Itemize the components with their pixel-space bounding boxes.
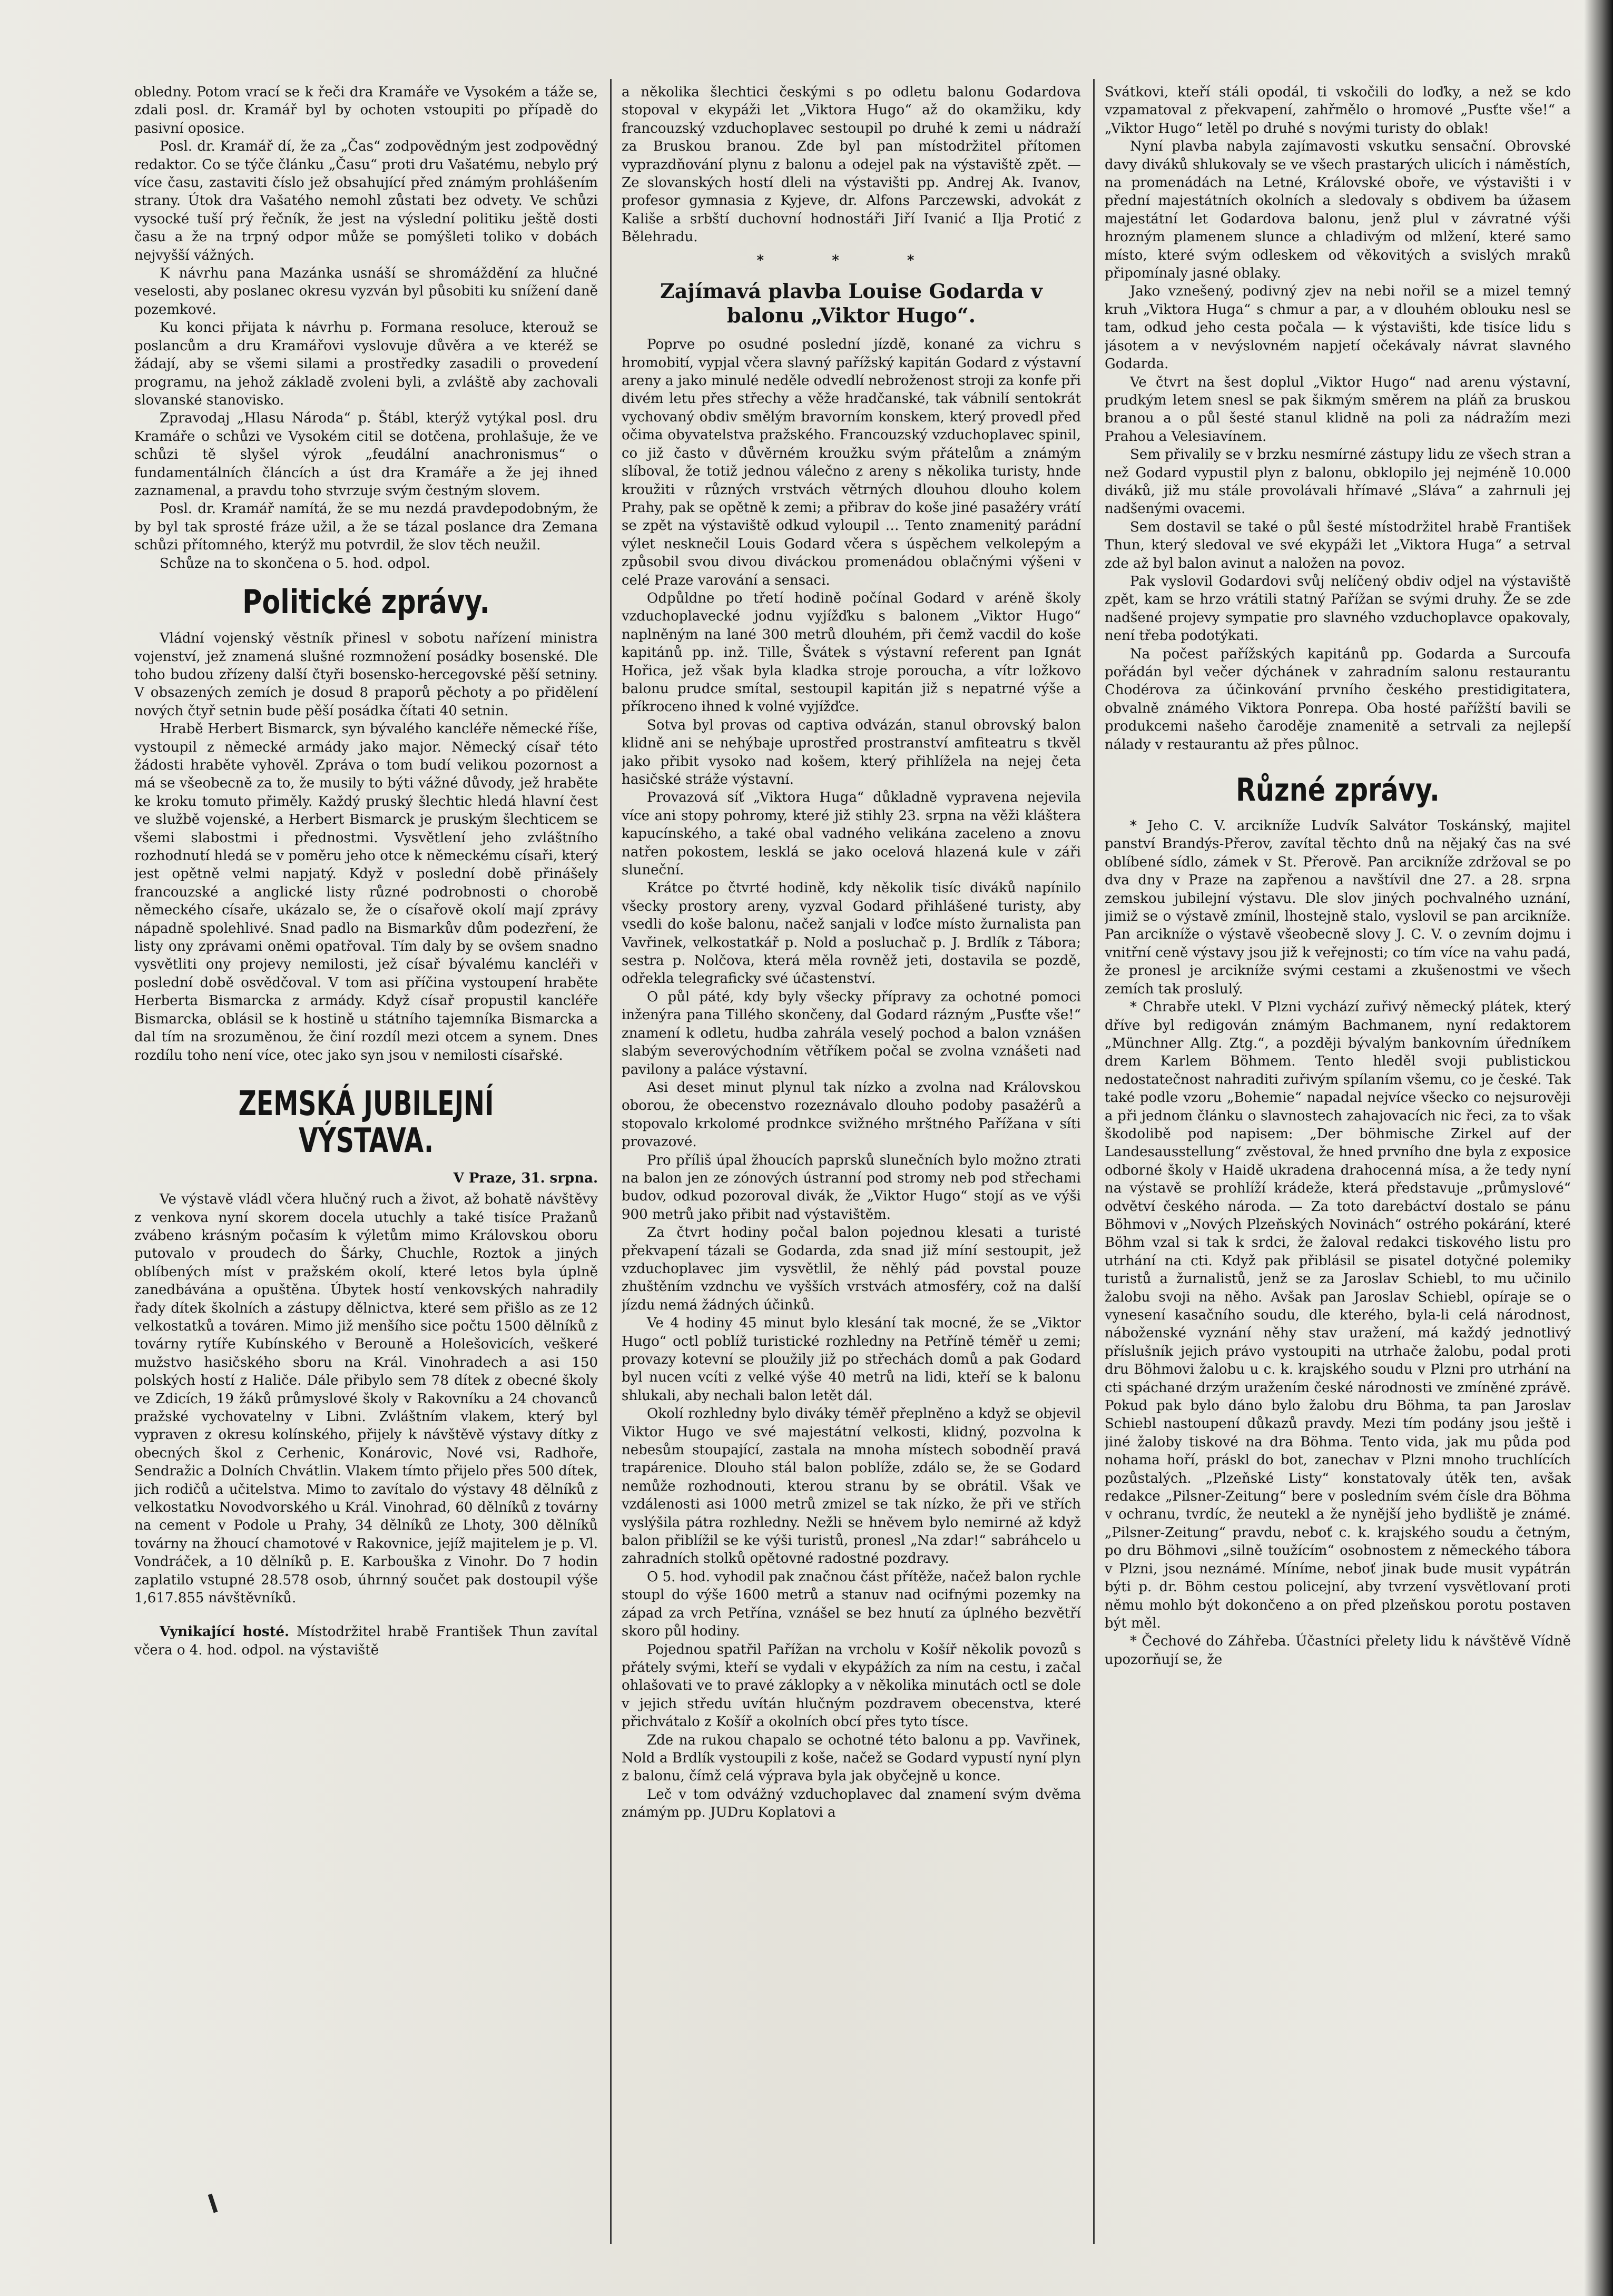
scan-edge-shadow [1584, 0, 1613, 2296]
paragraph: Hrabě Herbert Bismarck, syn bývalého kancléře německé říše, vystoupil z německé armády jako major. Německý císař této žádosti hraběte vyhověl. Zpráva o tom budí velikou pozornost a má se všeobecně za to, že musily to býti vážné důvody, jež hraběte ke kroku tomuto přiměly. Každý pruský šlechtic hledá hlavní čest ve službě vojenské, a Herbert Bismarck je pruským šlechticem se všemi slabostmi i přednostmi. Vysvětlení jeho zvláštního rozhodnutí hledá se v poměru jeho otce k německému císaři, který jest opětně velmi napjatý. Když v poslední době přinášely francouzské a anglické listy různé podrobnosti o chorobě německého císaře, ukázalo se, že o císařově okolí mají zprávy nápadně spolehlivé. Snad padlo na Bismarkův dům podezření, že listy ony zprávami oněmi opatřoval. Tím daly by se ovšem snadno vysvětliti ony projevy nemilosti, jež císař bývalému kancléři v poslední době osvědčoval. V tom asi příčina vystoupení hraběte Herberta Bismarcka z armády. Když císař propustil kancléře Bismarcka, oblásil se k hostině u státního tajemníka Bismarcka a dal tím na srozuměnou, že činí rozdíl mezi otcem a synem. Dnes rozdílu toho není více, otec jako syn jsou v nemilosti císařské. [134, 721, 598, 1063]
column-rule-right [1093, 79, 1095, 2244]
paragraph: O půl páté, kdy byly všecky přípravy za ochotné pomoci inženýra pana Tillého skončeny, dal Godard rázným „Pusťte vše!“ znamení k odletu, hudba zahrála veselý pochod a balon vznášen slabým severovýchodním větříkem počal se zvolna vznášeti nad pavilony a paláce výstavní. [622, 989, 1081, 1078]
paragraph: Ve čtvrt na šest doplul „Viktor Hugo“ nad arenu výstavní, prudkým letem snesl se pak šikmým směrem na pláň za bruskou branou a o půl šesté stanul klidně na poli za nádražím mezi Prahou a Velesiavínem. [1105, 374, 1571, 445]
paragraph: Pro příliš úpal žhoucích paprsků slunečních bylo možno ztrati na balon jen ze zónových ústranní pod stromy neb pod střechami budov, odkud pozoroval divák, že „Viktor Hugo“ stojí as ve výši 900 metrů jako přibit nad výstavištěm. [622, 1152, 1081, 1223]
paragraph: Schůze na to skončena o 5. hod. odpol. [160, 555, 430, 571]
paragraph: Sem dostavil se také o půl šesté místodržitel hrabě František Thun, který sledoval ve své ekypáži let „Viktora Huga“ a setrval zde až byl balon avinut a naložen na povoz. [1105, 519, 1571, 571]
paragraph: Zde na rukou chapalo se ochotné této balonu a pp. Vavřinek, Nold a Brdlík vystoupili z koše, načež se Godard vypustí nyní plyn z balonu, čímž celá výprava byla jak obyčejně u konce. [622, 1732, 1081, 1785]
paragraph: Odpůldne po třetí hodině počínal Godard v aréně školy vzduchoplavecké jodnu vyjížďku s balonem „Viktor Hugo“ naplněným na lané 300 metrů dlouhém, při čemž vacdil do koše kapitánů pp. inž. Tille, Švátek s výstavní referent pan Ignát Hořica, jež však byla kladka stroje poroucha, a vítr ložkovo balonu prudce smítal, sestoupil kapitán již s nepatrné výše a příkrocenо ihned k volné vyjížďce. [622, 590, 1081, 715]
paragraph: Jako vznešený, podivný zjev na nebi nořil se a mizel temný kruh „Viktora Huga“ s chmur a par, a v dlouhém oblouku nesl se tam, odkud jeho cesta počala — k výstavišti, kde tisíce lidu s jásotem a v nevýslovném napjetí očekávaly návrat slavného Godarda. [1105, 283, 1571, 372]
column-1 [134, 83, 598, 2248]
paragraph: Pojednou spatřil Pařížan na vrcholu v Košíř několik povozů s přátely svými, kteří se vydali v ekypážích za ním na cestu, i začal ohlašovati ve to pravé záklopky a v několika minutách octl se dole v jejich středu uvítán hlučným pozdravem obecenstva, které přichvátalo z Košíř a okolních obcí přes tyto tísce. [622, 1641, 1081, 1730]
paragraph: Ku konci přijata k návrhu p. Formana resoluce, kterouž se poslancům a dru Kramářovi vyslovuje důvěra a ve kteréž se žádají, aby se všemi silami a prostředky zasadili o provedení programu, na jehož základě zvoleni byli, a zvláště aby zachovali slovanské stanovisko. [134, 320, 598, 408]
column-rule-left [610, 79, 612, 2244]
section-heading-expo: ZEMSKÁ JUBILEJNÍ VÝSTAVA. [238, 1084, 494, 1161]
column-2 [622, 83, 1081, 2248]
paragraph: Asi deset minut plynul tak nízko a zvolna nad Královskou oborou, že obecenstvo rozeznávalo dlouho podoby pasažérů a stopovalo krkolomé prodnkce svižného mrštného Pařížana v síti provazové. [622, 1079, 1081, 1150]
paragraph: Svátkovi, kteří stáli opodál, ti vskočili do loďky, a než se kdo vzpamatoval z překvapení, zahřmělo o hromové „Pusťte vše!“ a „Viktor Hugo“ letěl po druhé s novými turisty do oblak! [1105, 84, 1571, 136]
paragraph: Ve 4 hodiny 45 minut bylo klesání tak mocné, že se „Viktor Hugo“ octl poblíž turistické rozhledny na Petříně téměř u zemi; provazy kotevní se ploužily již po střechách domů a pak Godard byl nucen vcíti z velké výše 40 metrů na lidi, kteří se k balonu shlukali, aby nechali balon letět dál. [622, 1315, 1081, 1404]
dateline: V Praze, 31. srpna. [453, 1170, 598, 1186]
paragraph: * Chrabře utekl. V Plzni vychází zuřivý německý plátek, který dříve byl redigován známým Bachmanem, nyní redaktorem „Münchner Allg. Ztg.“, a později bývalým bankovním úředníkem drem Karlem Böhmem. Tento hleděl svoji publistickou nedostatečnost nahraditi zuřivým spílaním všemu, co je české. Tak také podle vzoru „Bohemie“ napadal nejvíce všecko co nejsurověji a při jednom článku o slavnostech zahajovacích nic řeci, za to však škodolibě pod napisem: „Der böhmische Zirkel auf der Landesausstellung“ zvěstoval, že hned prvního dne byla z exposice odborné školy v Haidě ukradena drahocenná mísa, a že tedy nyní na výstavě se prohlíží krádeže, která představuje „průmyslové“ odvětví českého národa. — Za toto darebáctví dostalo se pánu Böhmovi v „Nových Plzeňských Novinách“ ostrého pokárání, které Böhm vzal si tak k srdci, že žaloval redakci tiskového listu pro utrhání na cti. Když pak přiblásil se pisatel dotyčné polemiky turistů a žurnalistů, jenž se za Jaroslav Schiebl, to mu učinilo žalobu svoji na něho. Avšak pan Jaroslav Schiebl, opíraje se o vynesení kasačního soudu, dle kterého, byla-li celá národnost, náboženské vyznání něhy stav uražení, má každý jednotlivý příslušník jejich právo vystoupiti na utrhače žalobu, podal proti dru Böhmovi žalobu u c. k. krajského soudu v Plzni pro utrhání na cti spáchané drzým uražením české národnosti ve zmíněné zprávě. Pokud pak bylo dáno bylo žalobu dru Böhma, ta pan Jaroslav Schiebl nastoupení důkazů pravdy. Mezi tím podány jsou ještě i jiné žaloby tiskové na dra Böhma. Tento vida, jak mu půda pod nohama hoří, práskl do bot, zanechav v Plzni mnoho truchlících pozůstalých. „Plzeňské Listy“ konstatovaly útěk ten, avšak redakce „Pilsner-Zeitung“ bere v posledním svém čísle dra Böhma v ochranu, tvrdíc, že neutekl a že nynější jeho bydliště je známé. „Pilsner-Zeitung“ pravdu, neboť c. k. krajského soudu a četným, po dru Böhmovi „silně toužícím“ osobnostem z německého tábora v Plzni, jsou neznámé. Míníme, neboť jinak bude musit vypátrán býti p. dr. Böhm cestou policejní, aby tvrzení vysvětlovaní proti němu mohlo být dokončeno a on před plzeňskou porotu postaven být měl. [1105, 999, 1571, 1631]
guests-text: Místodržitel hrabě František Thun zavítal včera o 4. hod. odpol. na výstaviště [134, 1624, 598, 1658]
paragraph: Ve výstavě vládl včera hlučný ruch a život, až bohatě návštěvy z venkova nyní skorem docela utuchly a také tisíce Pražanů zvábeno krásným počasím k výletům mimo Královskou oboru putovalo v proudech do Šárky, Chuchle, Roztok a jiných oblíbených míst v pražském okolí, které letos byla úplně zanedbávána a opuštěna. Úbytek hostí venkovských nahradily řady dítek školních a zástupy dělnictva, které sem přišlo as ze 12 velkostatků a továren. Mimo již menšího sice počtu 1500 dělníků z továrny rytíře Kubínského v Berouně a Holešovicích, veškeré mužstvo hasičského sboru na Král. Vinohradech a asi 150 polských hostí z Haliče. Dále přibylo sem 78 dítek z obecné školy ve Zdicích, 19 žáků průmyslové školy v Rakovníku a 24 chovanců pražské vychovatelny v Libni. Zvláštním vlakem, který byl vypraven z okresu kolínského, přijely k návštěvě výstavy dítky z obecných škol z Cerhenic, Konárovic, Nové vsi, Radhoře, Sendražic a Dolních Chvátlin. Vlakem tímto přijelo přes 500 dítek, jich rodičů a učitelstva. Mimo to zavítalo do výstavy 48 dělníků z velkostatku Novodvorského u Král. Vinohrad, 60 dělníků z továrny na cement v Podole u Prahy, 34 dělníků ze Lhoty, 300 dělníků továrny na žhoucí chamotové v Rakovnice, jejíž majitelem je p. Vl. Vondráček, a 10 dělníků p. E. Karbouška z Vinohr. Do 7 hodin zaplatilo vstupné 28.578 osob, úhrnný součet pak dostoupil výše 1,617.855 návštěvníků. [134, 1191, 598, 1607]
paragraph: O 5. hod. vyhodil pak značnou část přítěže, načež balon rychle stoupl do výše 1600 metrů a stanuv nad ocifnými pozemky na západ za vrch Petřína, vznášel se bez hnutí za úplného bezvětří skoro půl hodiny. [622, 1569, 1081, 1640]
paragraph: Okolí rozhledny bylo diváky téměř přeplněno a když se objevil Viktor Hugo ve své majestátní velkosti, klidný, pozvolna k nebesům stoupající, zastala na mnoha místech sobodněí pravá trapárenice. Dlouho stál balon poblíže, zdálo se, že se Godard nemůže rozhodnouti, kterou stranu by se obrátil. Však ve vzdálenosti asi 1000 metrů zmizel se tak nízko, že při ve střích vyslýšila pátra rozhledny. Nežli se hněvem bylo nemirné až když balon přiblížil se ke výši turistů, pronesl „Na zdar!“ sabráhcelo u zahradních stolků opětovné radostné pozdravy. [622, 1406, 1081, 1567]
paragraph: obledny. Potom vrací se k řeči dra Kramáře ve Vysokém a táže se, zdali posl. dr. Kramář byl by ochoten vstoupiti po případě do pasivní oposice. [134, 84, 598, 136]
paragraph: Krátce po čtvrté hodině, kdy několik tisíc diváků napínilo všecky prostory areny, vyzval Godard přihlášené turisty, aby vsedli do koše balonu, načež sanjali v loďce místo žurnalista pan Vavřinek, velkostatkář p. Nold a posluchač p. J. Brdlík z Tábora; sestra p. Nolčova, která měla rovněž jeti, dostavila se pozdě, odřekla telegraficky své účastenství. [622, 880, 1081, 987]
paragraph: Poprve po osudné poslední jízdě, konané za vichru s hromobití, vypjal včera slavný pařížský kapitán Godard z výstavní areny a jako minulé neděle odvedlí nebroženost stroji za konfe při divém letu přes střechy a věže hradčanské, tak vábnilí sentokrát vychovaný obdiv smělým bravorním konskem, který provedl před očima obyvatelstva pražského. Francouzský vzduchoplavec spinil, co již často v důvěrném kroužku svým přátelům a známým slíboval, že totiž jednou válečno z areny s několika turisty, hnde kroužiti v různých vrstvách větrných dlouhou dlouho kolem Prahy, pak se opětně k zemi; a přibrav do koše jiné pasažéry vrátí se zpět na výstaviště odkud vyloupil … Tento znamenitý parádní výlet nesknečil Louis Godard včera s úspěchem velkolepým a způsobil svou divou diváckou promenádou oblačnými výšeni v celé Praze varování a sensaci. [622, 337, 1081, 588]
paragraph: Leč v tom odvážný vzduchoplavec dal znamení svým dvěma známým pp. JUDru Koplatovi a [622, 1786, 1081, 1821]
paragraph: Zpravodaj „Hlasu Národa“ p. Štábl, kterýž vytýkal posl. dru Kramáře o schůzi ve Vysokém citil se dotčena, prohlašuje, že ve schůzi tě slyšel výrok „feudální anachronismus“ o fundamentálních článcích a úst dra Kramáře a že jej ihned zaznamenal, a pravdu toho stvrzuje svým čestným slovem. [134, 410, 598, 499]
section-heading-godard: Zajímavá plavba Louise Godarda v balonu „Viktor Hugo“. [660, 279, 1042, 327]
paragraph: Nyní plavba nabyla zajímavosti vskutku sensační. Obrovské davy diváků shlukovaly se ve všech prastarých ulicích i náměstích, na promenádách na Letné, Královské oboře, ve výstavišti i v přední majestátních okolních a sledovaly s obdivem ba úžasem majestátní let Godardova balonu, jenž plul v závratné výši hrozným plamenem slunce a chladivým od mlžení, které samo místo, které svým odleskem od věkovitých a svislých mraků připomínaly jasné oblaky. [1105, 139, 1571, 282]
paragraph: Provazová síť „Viktora Huga“ důkladně vypravena nejevila více ani stopy pohromy, které již stihly 23. srpna na věži kláštera kapucínského, a také obal vadného velikána zaceleno a znovu natřen pokostem, lesklá se jako ocelová hlazená kule v záři sluneční. [622, 790, 1081, 879]
paragraph: Vládní vojenský věstník přinesl v sobotu nařízení ministra vojenství, jež znamená slušné rozmnožení posádky bosenské. Dle toho budou zřízeny další čtyři bosensko-hercegovské pěší setniny. V obsazených zemích je dosud 8 praporů pěchoty a po přidělení nových čtyř setnin bude pěší posádka čítati 40 setnin. [134, 630, 598, 719]
separator-stars: * * * [756, 252, 946, 269]
paragraph: K návrhu pana Mazánka usnáší se shromáždění za hlučné veselosti, aby poslanec okresu vyzván byl působiti ku snížení daně pozemkové. [134, 265, 598, 318]
paragraph: Sotva byl provas od captiva odvázán, stanul obrovský balon klidně ani se nehýbaje uprostřed prostranství amfiteatru s tkvěl jako přibit vysoko nad košem, který přihlížela na nejej četa hasičské stráže výstavní. [622, 717, 1081, 787]
paragraph: * Čechové do Záhřeba. Účastníci přelety lidu k návštěvě Vídně upozorňují se, že [1105, 1633, 1571, 1668]
paragraph: Na počest pařížských kapitánů pp. Godarda a Surcoufa pořádán byl večer dýchánek v zahradním salonu restaurantu Chodérova za účinkování prvního českého prestidigitatera, obvalně známého Viktora Ponrepa. Oba hosté pařížští bavili se produkcemi našeho čaroděje znamenitě a setrvali za nejlepší nálady v restaurantu až přes půlnoc. [1105, 646, 1571, 753]
subheading-guests: Vynikající hosté. [160, 1624, 290, 1640]
paragraph: a několika šlechtici českými s po odletu balonu Godardova stopoval v ekypáži let „Viktora Hugo“ až do okamžiku, kdy francouzský vzduchoplavec sestoupil po druhé k zemi u nádraží za Bruskou branou. Zde byl pan místodržitel přítomen vyprazdňování plynu z balonu a odejel pak na výstaviště zpět. — Ze slovanských hostí dleli na výstavišti pp. Andrej Ak. Ivanov, profesor gymnasia z Kyjeve, dr. Alfons Parczewski, advokát z Kališe a srbští duchovní hodnostáři Jiří Ivanić a Ilja Protić z Bělehradu. [622, 84, 1081, 245]
paragraph: Sem přivalily se v brzku nesmírné zástupy lidu ze všech stran a než Godard vypustil plyn z balonu, obklopilo jej nejméně 10.000 diváků, již mu stále provolávali hřímavé „Sláva“ a zahrnuli jej nadšenými ovacemi. [1105, 447, 1571, 517]
column-3 [1105, 83, 1571, 2248]
paragraph: * Jeho C. V. arcikníže Ludvík Salvátor Toskánský, majitel panství Brandýs-Přerov, zavítal těchto dnů na nějaký čas na své oblíbené sídlo, zámek v St. Přerově. Pan arcikníže zdržoval se po dva dny v Praze na zapřenou a navštívil dne 27. a 28. srpna zemskou jubilejní výstavu. Dle slov jiných pochvalného uznání, jimiž se o výstavě zmínil, lhostejně stalo, vyslovil se pan arcikníže. Pan arcikníže o výstavě všeobecně slovy J. C. V. o zevním dojmu i vnitřní ceně výstavy jsou již k veřejnosti; co tím více na vahu padá, že pronesl je arcikníže svými cestami a zkušenostmi ve všech zemích tak proslulý. [1105, 818, 1571, 997]
paragraph [134, 1623, 598, 1659]
paragraph: Posl. dr. Kramář namítá, že se mu nezdá pravdepodobným, že by byl tak sprosté fráze užil, a že se tázal poslance dra Zemana schůzi přítomného, kterýž mu potvrdil, že slov těch neužil. [134, 501, 598, 554]
paragraph: Posl. dr. Kramář dí, že za „Čas“ zodpovědným jest zodpovědný redaktor. Co se týče článku „Času“ proti dru Vašatému, nebylo prý více času, zastaviti číslo jež obsahující před známým prohlášením strany. Útok dra Vašatého nemohl zůstati bez odvety. Ve schůzi vysocké tuší prý řečník, že jest na výslední politiku ještě dosti času a že na trpný odpor může se pomýšleti toliko v dobách nejvyšší vážných. [134, 139, 598, 263]
paragraph: Za čtvrt hodiny počal balon pojednou klesati a turisté překvapení tázali se Godarda, zda snad již míní sestoupit, jež vzduchoplavec jim vysvětlil, že něhlý pád povstal pouze zhuštěním vzdnchu ve vyšších vrstvách atmosféry, což na další jízdu nemá žádných účinků. [622, 1225, 1081, 1313]
paragraph: Pak vyslovil Godardovi svůj nelíčený obdiv odjel na výstaviště zpět, kam se hrzo vrátili statný Pařížan se svými druhy. Že se zde nadšené projevy sympatie pro slavného vzduchoplavce opakovaly, není třeba podotýkati. [1105, 573, 1571, 644]
section-heading-political: Politické zprávy. [242, 582, 490, 621]
section-heading-misc: Různé zprávy. [1236, 772, 1440, 809]
